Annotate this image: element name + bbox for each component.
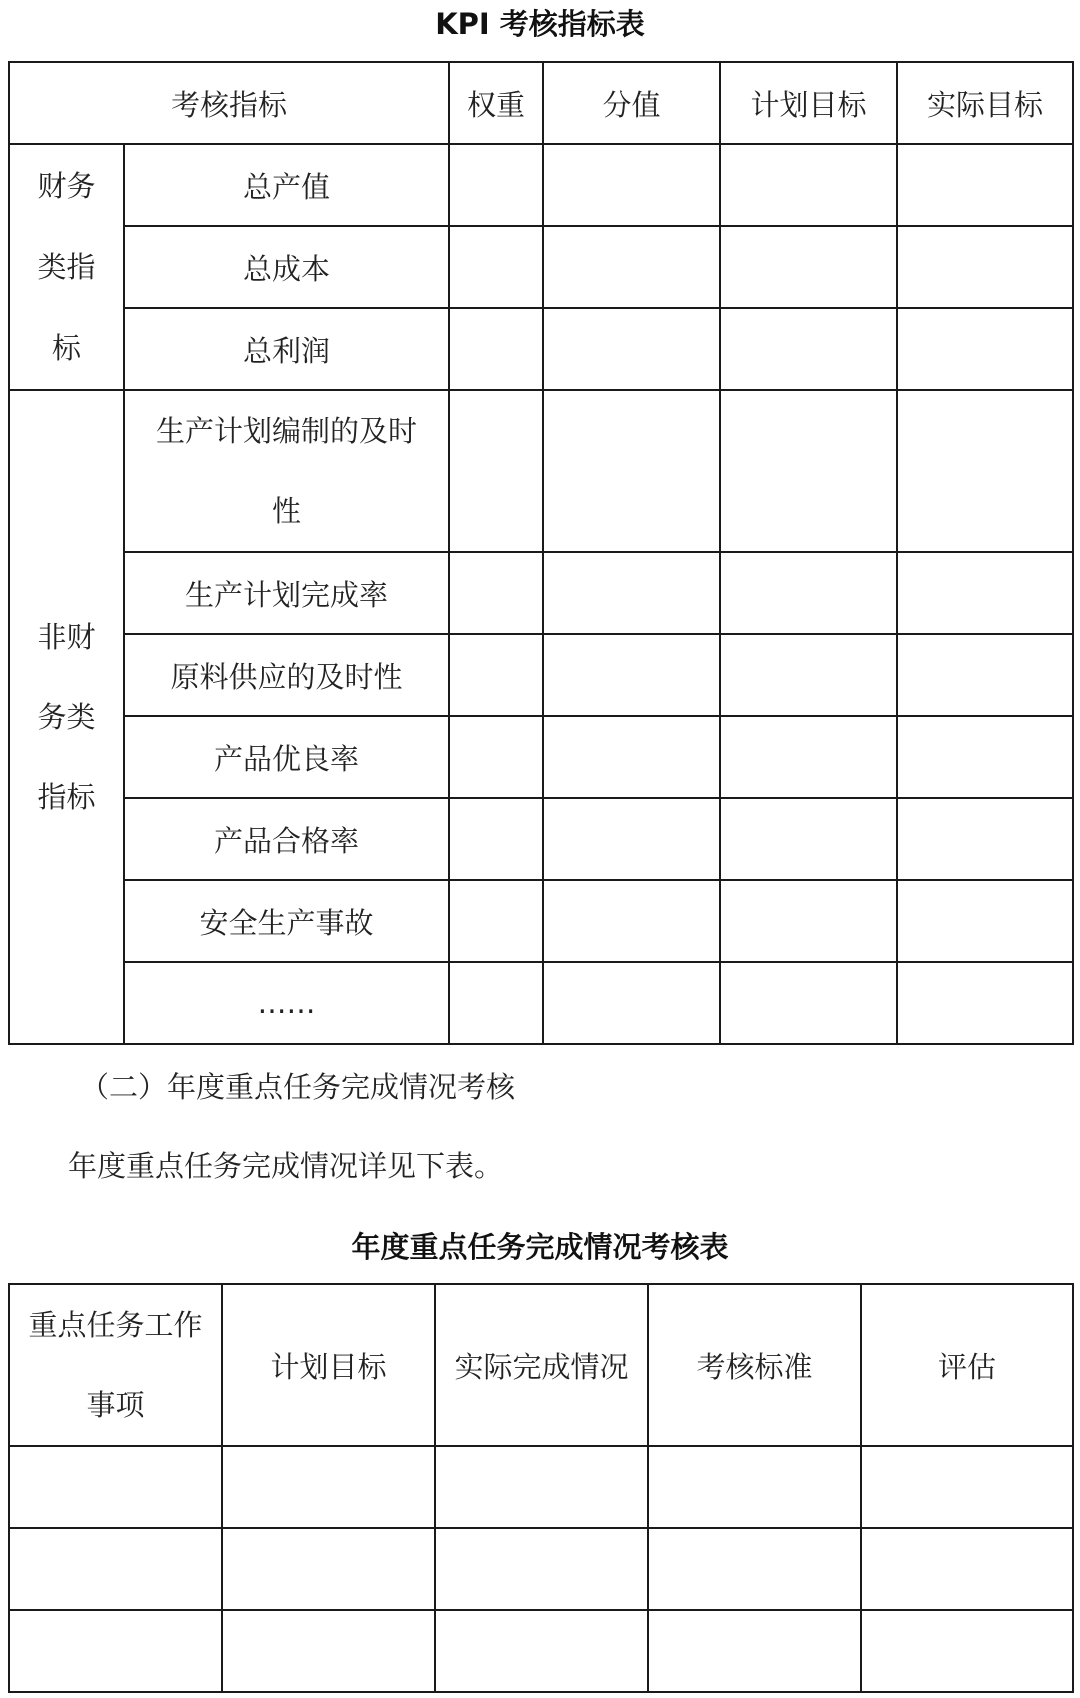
- task-item-cell[interactable]: [9, 1528, 222, 1610]
- task-item-cell[interactable]: [9, 1446, 222, 1528]
- planned-cell[interactable]: [720, 716, 897, 798]
- kpi-header-row: [9, 62, 1073, 144]
- task-item-cell[interactable]: [9, 1610, 222, 1692]
- weight-cell[interactable]: [449, 308, 543, 390]
- planned-cell[interactable]: [720, 880, 897, 962]
- planned-cell[interactable]: [720, 798, 897, 880]
- actual-cell[interactable]: [897, 962, 1073, 1044]
- financial-category-cell: [9, 144, 124, 390]
- actual-cell[interactable]: [897, 390, 1073, 552]
- actual-cell[interactable]: [897, 798, 1073, 880]
- planned-cell[interactable]: [222, 1528, 435, 1610]
- financial-category-line: 标: [51, 330, 81, 365]
- table-row: [9, 390, 1073, 552]
- standard-cell[interactable]: [648, 1446, 861, 1528]
- planned-cell[interactable]: [222, 1610, 435, 1692]
- indicator-cell: 总利润: [124, 308, 449, 390]
- actual-cell[interactable]: [435, 1610, 648, 1692]
- actual-cell[interactable]: [897, 552, 1073, 634]
- weight-cell[interactable]: [449, 798, 543, 880]
- indicator-cell: ……: [124, 962, 449, 1044]
- score-cell[interactable]: [543, 552, 720, 634]
- evaluation-cell[interactable]: [861, 1528, 1073, 1610]
- table-row: [9, 1446, 1073, 1528]
- table-row: [9, 962, 1073, 1044]
- indicator-cell: [124, 390, 449, 552]
- table-row: [9, 634, 1073, 716]
- indicator-cell: 原料供应的及时性: [124, 634, 449, 716]
- planned-cell[interactable]: [720, 226, 897, 308]
- financial-category-line: 类指: [37, 249, 96, 284]
- score-cell[interactable]: [543, 226, 720, 308]
- non-financial-category-line: 务类: [37, 700, 96, 734]
- weight-cell[interactable]: [449, 880, 543, 962]
- section-note: 年度重点任务完成情况详见下表。: [68, 1149, 504, 1183]
- header-indicator: 考核指标: [9, 62, 449, 144]
- financial-category-line: 财务: [37, 168, 96, 203]
- indicator-cell: 总成本: [124, 226, 449, 308]
- score-cell[interactable]: [543, 390, 720, 552]
- table-row: [9, 1610, 1073, 1692]
- table-row: [9, 716, 1073, 798]
- header-task-item-line: 事项: [86, 1388, 145, 1422]
- weight-cell[interactable]: [449, 144, 543, 226]
- score-cell[interactable]: [543, 144, 720, 226]
- score-cell[interactable]: [543, 798, 720, 880]
- header-task-item-line: 重点任务工作: [28, 1308, 203, 1342]
- table-row: [9, 308, 1073, 390]
- non-financial-category-cell: [9, 390, 124, 1044]
- kpi-table: [8, 61, 1074, 1045]
- table-row: [9, 880, 1073, 962]
- score-cell[interactable]: [543, 962, 720, 1044]
- score-cell[interactable]: [543, 308, 720, 390]
- header-planned: 计划目标: [720, 62, 897, 144]
- actual-cell[interactable]: [435, 1446, 648, 1528]
- header-planned: 计划目标: [222, 1284, 435, 1446]
- actual-cell[interactable]: [435, 1528, 648, 1610]
- planned-cell[interactable]: [720, 634, 897, 716]
- planned-cell[interactable]: [720, 390, 897, 552]
- planned-cell[interactable]: [222, 1446, 435, 1528]
- header-weight: 权重: [449, 62, 543, 144]
- header-evaluation: 评估: [861, 1284, 1073, 1446]
- section-heading: （二）年度重点任务完成情况考核: [80, 1070, 516, 1104]
- planned-cell[interactable]: [720, 144, 897, 226]
- weight-cell[interactable]: [449, 634, 543, 716]
- score-cell[interactable]: [543, 716, 720, 798]
- indicator-cell: 安全生产事故: [124, 880, 449, 962]
- table-row: [9, 552, 1073, 634]
- weight-cell[interactable]: [449, 552, 543, 634]
- standard-cell[interactable]: [648, 1528, 861, 1610]
- actual-cell[interactable]: [897, 634, 1073, 716]
- table-row: [9, 144, 1073, 226]
- task-header-row: [9, 1284, 1073, 1446]
- header-task-item: [9, 1284, 222, 1446]
- score-cell[interactable]: [543, 634, 720, 716]
- indicator-cell: 总产值: [124, 144, 449, 226]
- planned-cell[interactable]: [720, 962, 897, 1044]
- table-row: [9, 1528, 1073, 1610]
- task-table: [8, 1283, 1074, 1693]
- weight-cell[interactable]: [449, 716, 543, 798]
- actual-cell[interactable]: [897, 880, 1073, 962]
- actual-cell[interactable]: [897, 716, 1073, 798]
- indicator-cell: 产品优良率: [124, 716, 449, 798]
- weight-cell[interactable]: [449, 226, 543, 308]
- score-cell[interactable]: [543, 880, 720, 962]
- indicator-line: 性: [272, 494, 302, 528]
- actual-cell[interactable]: [897, 308, 1073, 390]
- evaluation-cell[interactable]: [861, 1610, 1073, 1692]
- header-score: 分值: [543, 62, 720, 144]
- indicator-cell: 产品合格率: [124, 798, 449, 880]
- kpi-table-title: KPI 考核指标表: [435, 7, 645, 41]
- planned-cell[interactable]: [720, 308, 897, 390]
- weight-cell[interactable]: [449, 962, 543, 1044]
- task-table-title: 年度重点任务完成情况考核表: [351, 1230, 729, 1264]
- indicator-line: 生产计划编制的及时: [156, 414, 418, 448]
- header-actual-completion: 实际完成情况: [435, 1284, 648, 1446]
- standard-cell[interactable]: [648, 1610, 861, 1692]
- non-financial-category-line: 非财: [37, 620, 96, 654]
- header-actual: 实际目标: [897, 62, 1073, 144]
- non-financial-category-line: 指标: [37, 780, 96, 814]
- actual-cell[interactable]: [897, 226, 1073, 308]
- header-standard: 考核标准: [648, 1284, 861, 1446]
- table-row: [9, 226, 1073, 308]
- actual-cell[interactable]: [897, 144, 1073, 226]
- table-row: [9, 798, 1073, 880]
- weight-cell[interactable]: [449, 390, 543, 552]
- evaluation-cell[interactable]: [861, 1446, 1073, 1528]
- indicator-cell: 生产计划完成率: [124, 552, 449, 634]
- planned-cell[interactable]: [720, 552, 897, 634]
